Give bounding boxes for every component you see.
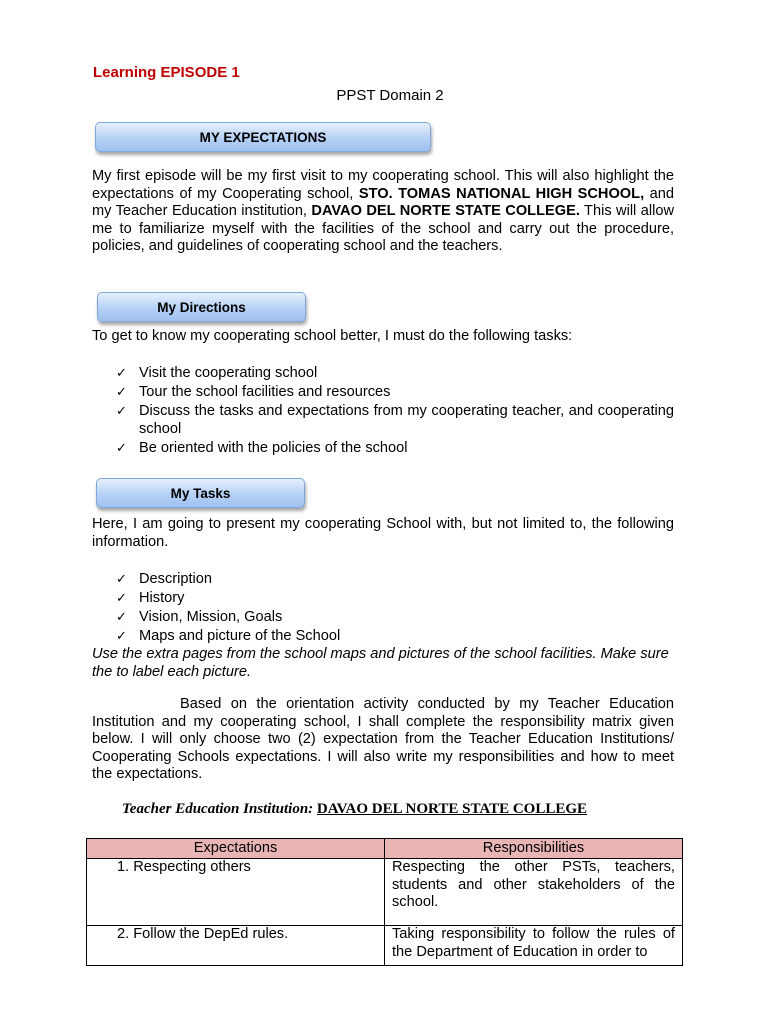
table-header-row — [87, 839, 683, 859]
episode-title: Learning EPISODE 1 — [93, 64, 240, 81]
expectations-heading-label: MY EXPECTATIONS — [199, 129, 327, 145]
directions-list — [116, 365, 674, 459]
tasks-heading-label: My Tasks — [170, 485, 231, 501]
check-icon: ✓ — [116, 629, 127, 645]
check-icon: ✓ — [116, 610, 127, 626]
list-item: ✓ Maps and picture of the School — [116, 628, 341, 645]
list-item: ✓ Be oriented with the policies of the school — [116, 439, 408, 456]
college-name: DAVAO DEL NORTE STATE COLLEGE. — [311, 203, 580, 220]
expectations-heading — [95, 122, 431, 152]
tasks-heading — [96, 478, 305, 508]
expectation-cell: 2. Follow the DepEd rules. — [87, 926, 385, 966]
responsibility-cell: Taking responsibility to follow the rules of the Department of Education in order to — [385, 926, 683, 966]
directions-heading-label: My Directions — [157, 299, 246, 315]
expectations-text-1: My first episode will be my first visit to my cooperating school. This will also highlight the expectations of my Cooperating school, — [92, 168, 674, 202]
expectation-cell: 1. Respecting others — [87, 859, 385, 926]
table-row — [87, 859, 683, 926]
expectations-text-3: This will allow me to familiarize myself with the facilities of the school and carry out the procedure, policies, and guidelines of cooperating school and the teachers. — [92, 203, 674, 255]
header-expectations: Expectations — [87, 839, 385, 859]
orientation-paragraph: Based on the orientation activity conducted by my Teacher Education Institution and my cooperating school, I shall complete the responsibility matrix given below. I will only choose two (2) expectation from the Teacher Education Institutions/ Cooperating Schools expectations. I will also write my responsibilities and how to meet the expectations. — [92, 696, 674, 783]
school-name: STO. TOMAS NATIONAL HIGH SCHOOL, — [358, 185, 645, 202]
pictures-note: Use the extra pages from the school maps and pictures of the school facilities. Make sure the to label each picture. — [92, 646, 669, 680]
check-icon: ✓ — [116, 366, 127, 381]
responsibility-matrix — [86, 838, 683, 966]
institution-label: Teacher Education Institution: — [122, 801, 314, 817]
domain-label: PPST Domain 2 — [336, 87, 444, 104]
tasks-intro: Here, I am going to present my cooperating School with, but not limited to, the following information. — [92, 516, 674, 550]
list-item: ✓ Discuss the tasks and expectations from my cooperating teacher, and cooperating school — [116, 403, 674, 437]
list-item: ✓ Visit the cooperating school — [116, 365, 318, 381]
check-icon: ✓ — [116, 572, 127, 587]
expectations-text-2: and my Teacher Education institution, — [92, 185, 674, 220]
directions-intro: To get to know my cooperating school better, I must do the following tasks: — [92, 328, 573, 344]
table-row — [87, 926, 683, 966]
check-icon: ✓ — [116, 591, 127, 607]
directions-heading — [97, 292, 306, 322]
list-item: ✓ History — [116, 590, 185, 607]
check-icon: ✓ — [116, 385, 127, 401]
list-item: ✓ Description — [116, 571, 212, 587]
responsibility-cell: Respecting the other PSTs, teachers, students and other stakeholders of the school. — [385, 859, 683, 926]
check-icon: ✓ — [116, 404, 127, 420]
expectations-paragraph — [92, 168, 674, 256]
institution-name: DAVAO DEL NORTE STATE COLLEGE — [316, 801, 588, 817]
tasks-list — [116, 571, 674, 647]
institution-line — [122, 801, 587, 818]
list-item: ✓ Tour the school facilities and resources — [116, 384, 391, 401]
header-responsibilities: Responsibilities — [385, 839, 683, 859]
check-icon: ✓ — [116, 440, 127, 456]
list-item: ✓ Vision, Mission, Goals — [116, 609, 283, 626]
